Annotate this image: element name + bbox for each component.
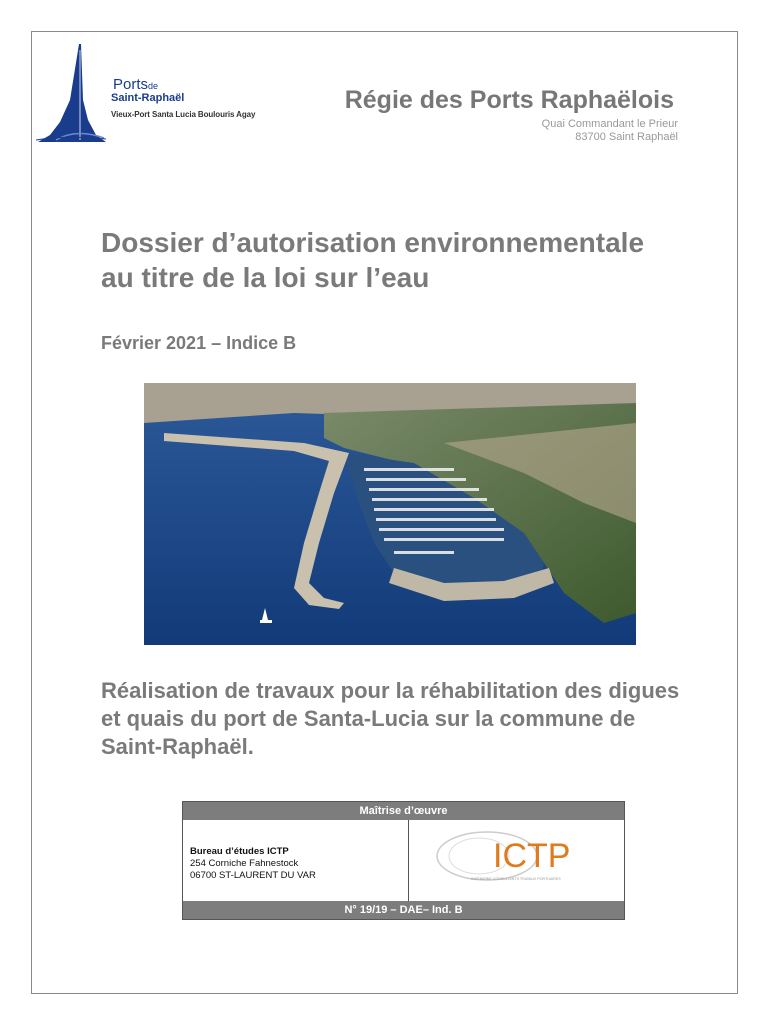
document-reference: N° 19/19 – DAE– Ind. B xyxy=(183,901,624,919)
address-line2: 83700 Saint Raphaël xyxy=(575,131,678,143)
company-city: 06700 ST-LAURENT DU VAR xyxy=(190,870,316,881)
project-description: Réalisation de travaux pour la réhabilitation des digues et quais du port de Santa-Lucia sur la commune de Saint-Raphaël. xyxy=(101,678,680,759)
logo-saint-raphael-text: Saint-Raphaël xyxy=(111,92,185,104)
organization-address xyxy=(542,118,678,144)
logo-ports-list: Vieux-Port Santa Lucia Boulouris Agay xyxy=(111,110,256,119)
maitrise-oeuvre-table xyxy=(182,801,625,920)
company-name: Bureau d’études ICTP xyxy=(190,846,289,857)
organization-name: Régie des Ports Raphaëlois xyxy=(344,86,674,114)
company-info-cell xyxy=(183,820,409,901)
ictp-logo-text: ICTP xyxy=(493,837,571,875)
table-header: Maîtrise d’œuvre xyxy=(183,802,624,820)
ictp-logo xyxy=(409,820,623,901)
company-logo-cell xyxy=(409,820,623,901)
ictp-logo-tagline: INGÉNIERIE CONSULTANTS TRAVAUX PORTUAIRES xyxy=(471,877,561,881)
address-line1: Quai Commandant le Prieur xyxy=(541,118,678,130)
company-street: 254 Corniche Fahnestock xyxy=(190,858,299,869)
document-date: Février 2021 – Indice B xyxy=(101,333,297,353)
document-title: Dossier d’autorisation environnementale au titre de la loi sur l’eau xyxy=(101,227,645,293)
aerial-port-photo xyxy=(144,383,636,645)
logo-ports-text: Portsde xyxy=(113,76,159,93)
